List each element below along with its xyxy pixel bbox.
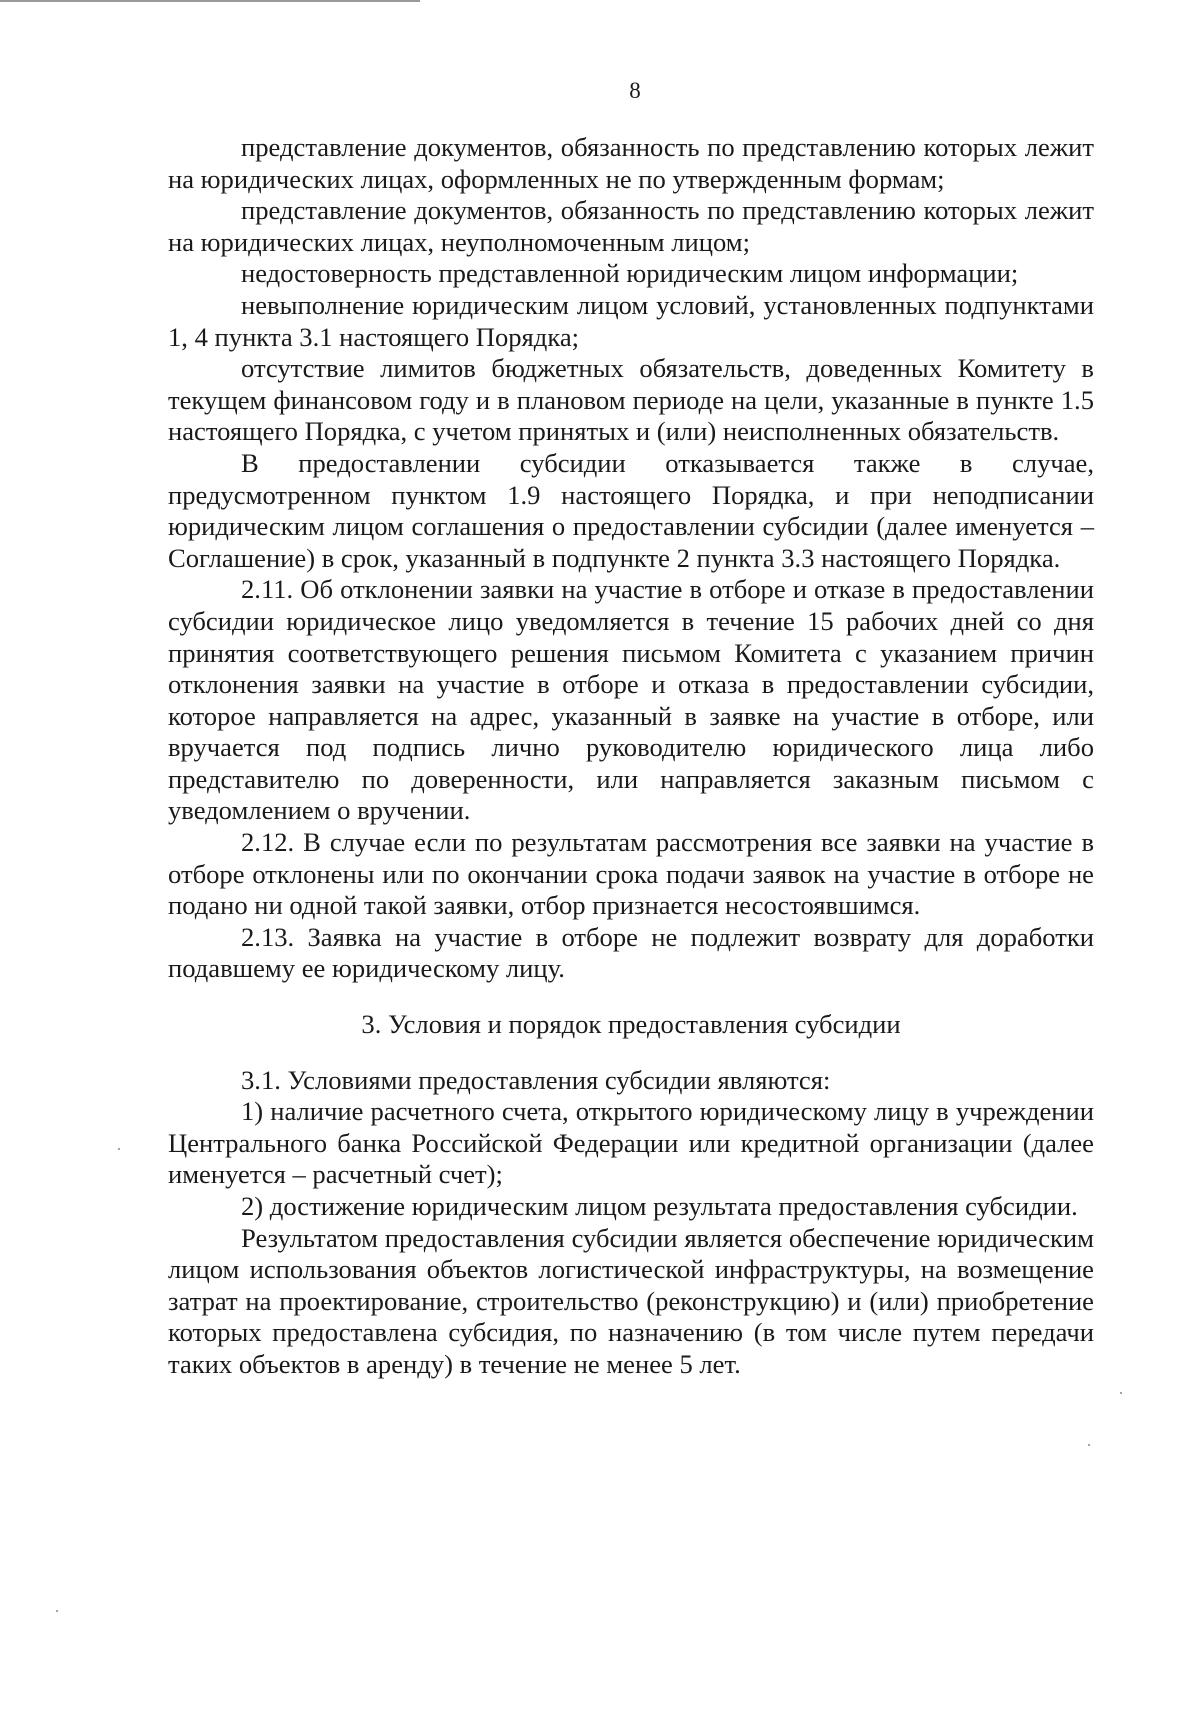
paragraph: 2) достижение юридическим лицом результата предоставления субсидии.: [241, 1191, 1078, 1221]
paragraph: представление документов, обязанность по представлению которых лежит на юридических лицах, неуполномоченным лицом;: [168, 195, 1094, 257]
paragraph: представление документов, обязанность по представлению которых лежит на юридических лицах, оформленных не по утвержденным формам;: [168, 132, 1094, 194]
paragraph: 1) наличие расчетного счета, открытого юридическому лицу в учреждении Центрального банка Российской Федерации или кредитной организации (далее именуется – расчетный счет);: [168, 1096, 1094, 1190]
scan-speck: [1120, 1392, 1122, 1394]
section-heading: 3. Условия и порядок предоставления субсидии: [361, 1009, 901, 1040]
scan-speck: [1088, 1444, 1090, 1446]
paragraph: Результатом предоставления субсидии является обеспечение юридическим лицом использования объектов логистической инфраструктуры, на возмещение затрат на проектирование, строительство (реконструкцию) и (или) приобретение которых предоставлена субсидия, по назначению (в том числе путем передачи таких объектов в аренду) в течение не менее 5 лет.: [168, 1222, 1094, 1379]
paragraph: 2.12. В случае если по результатам рассмотрения все заявки на участие в отборе отклонены или по окончании срока подачи заявок на участие в отборе не подано ни одной такой заявки, отбор признается несостоявшимся.: [168, 827, 1094, 921]
paragraph: 3.1. Условиями предоставления субсидии являются:: [241, 1064, 831, 1095]
paragraph: 2.13. Заявка на участие в отборе не подлежит возврату для доработки подавшему ее юридическому лицу.: [168, 921, 1094, 984]
paragraph: невыполнение юридическим лицом условий, установленных подпунктами 1, 4 пункта 3.1 настоящего Порядка;: [168, 289, 1094, 352]
scan-speck: [118, 1148, 120, 1150]
scan-edge-line: [0, 0, 420, 2]
document-body: [168, 132, 1094, 1381]
paragraph: отсутствие лимитов бюджетных обязательств, доведенных Комитету в текущем финансовом году и в плановом периоде на цели, указанные в пункте 1.5 настоящего Порядка, с учетом принятых и (или) неисполненных обязательств.: [168, 353, 1094, 447]
page-number: 8: [629, 78, 641, 103]
scan-speck: [56, 1610, 58, 1612]
paragraph: В предоставлении субсидии отказывается также в случае, предусмотренном пунктом 1.9 настоящего Порядка, и при неподписании юридическим лицом соглашения о предоставлении субсидии (далее именуется – Соглашение) в срок, указанный в подпункте 2 пункта 3.3 настоящего Порядка.: [168, 447, 1094, 573]
paragraph: 2.11. Об отклонении заявки на участие в отборе и отказе в предоставлении субсидии юридическое лицо уведомляется в течение 15 рабочих дней со дня принятия соответствующего решения письмом Комитета с указанием причин отклонения заявки на участие в отборе и отказа в предоставлении субсидии, которое направляется на адрес, указанный в заявке на участие в отборе, или вручается под подпись лично руководителю юридического лица либо представителю по доверенности, или направляется заказным письмом с уведомлением о вручении.: [168, 574, 1094, 826]
paragraph: недостоверность представленной юридическим лицом информации;: [241, 258, 1019, 289]
